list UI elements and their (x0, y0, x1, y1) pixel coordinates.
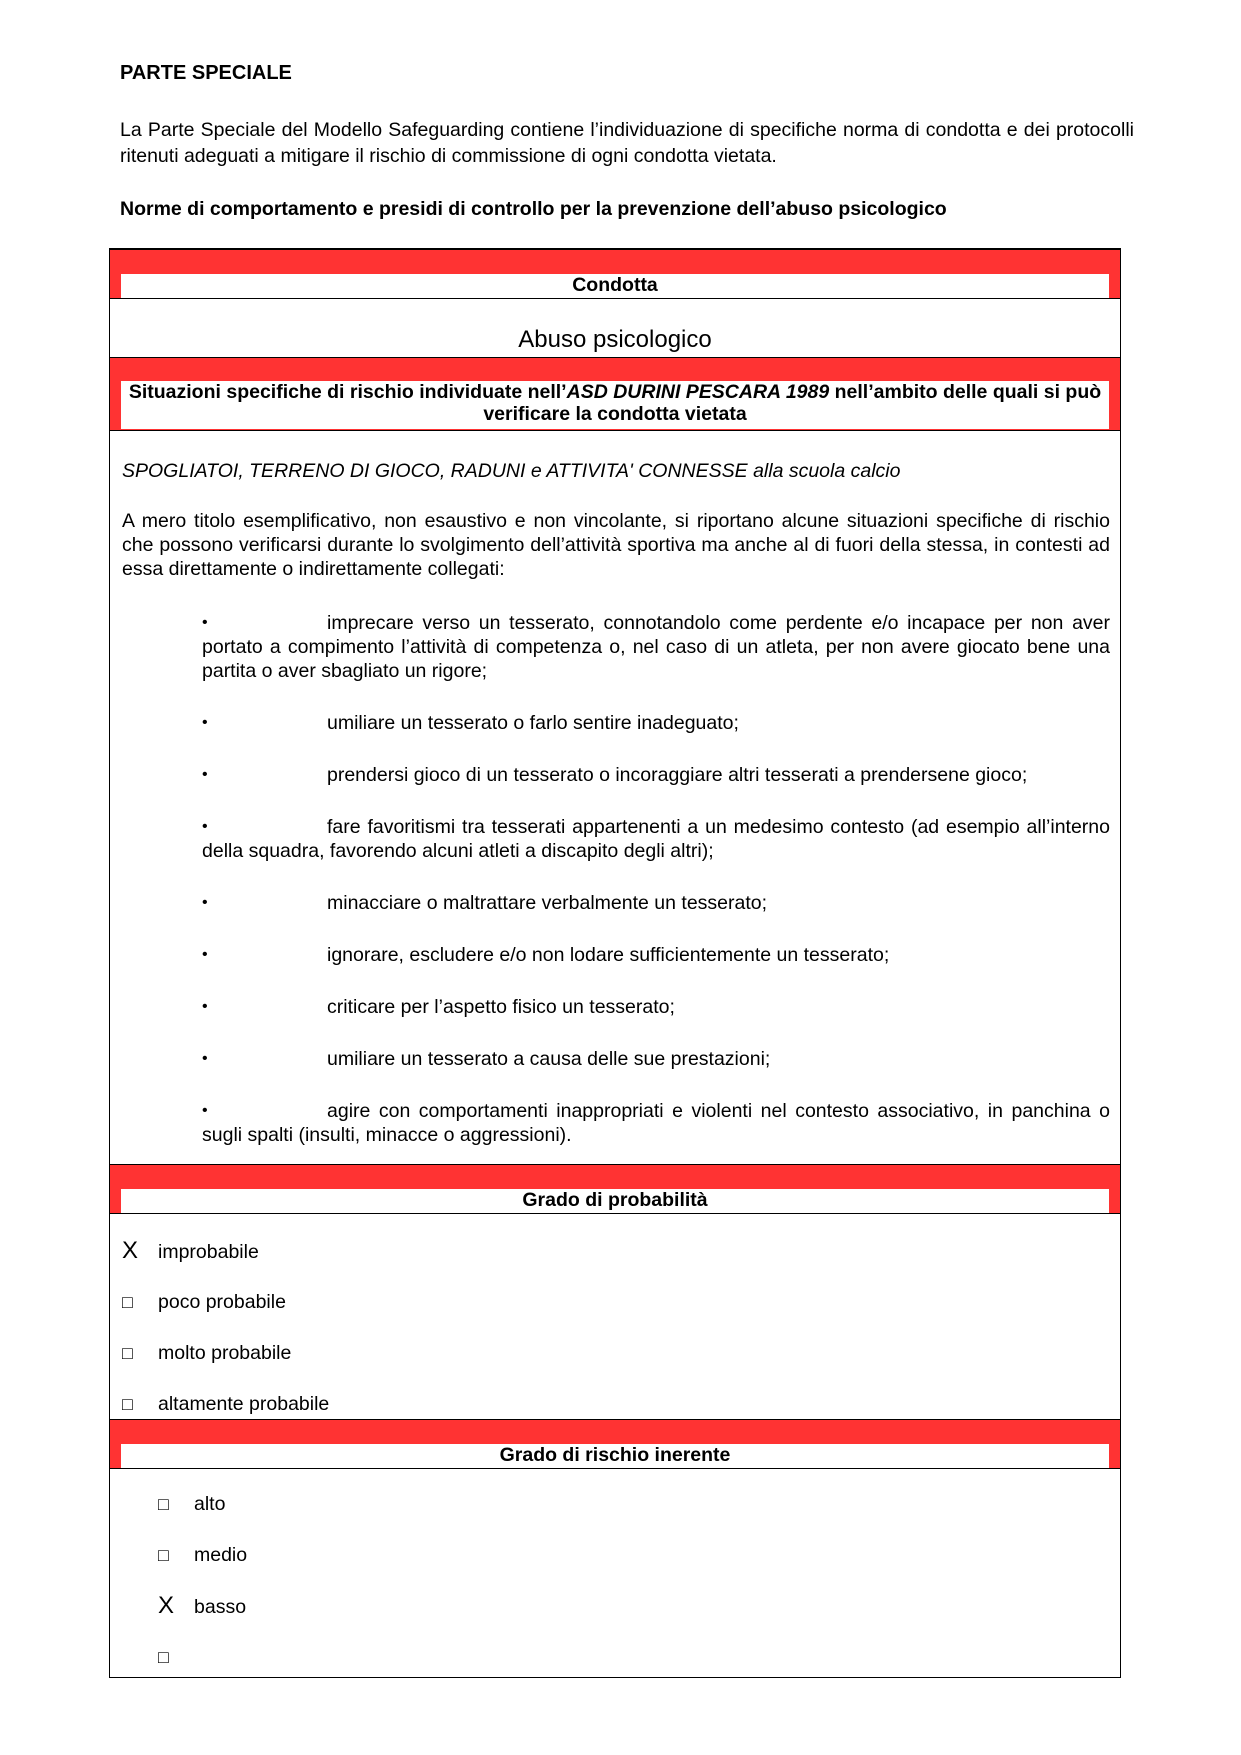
bullet-icon: • (202, 946, 208, 963)
bullet-icon: • (202, 998, 208, 1015)
list-item-text: criticare per l’aspetto fisico un tesserato; (327, 996, 675, 1018)
risk-header (110, 1419, 1120, 1469)
checkbox-label: basso (194, 1596, 247, 1618)
bullet-icon: • (202, 714, 208, 731)
bullet-icon: • (202, 766, 208, 783)
list-item-text: imprecare verso un tesserato, connotandolo come perdente e/o incapace per non aver portato a compimento l’attività di competenza o, nel caso di un atleta, per non avere giocato bene una partita o aver sbagliato un rigore; (202, 612, 1110, 682)
list-item (122, 763, 1110, 787)
conduct-table (109, 248, 1121, 1678)
checkbox-option[interactable] (122, 1290, 286, 1314)
checkbox-label: medio (194, 1544, 248, 1566)
risk-places: SPOGLIATOI, TERRENO DI GIOCO, RADUNI e ATTIVITA' CONNESSE alla scuola calcio (122, 460, 901, 482)
list-item (122, 995, 1110, 1019)
list-item (122, 815, 1110, 863)
list-item-text: ignorare, escludere e/o non lodare sufficientemente un tesserato; (327, 944, 890, 966)
conduct-header (110, 249, 1120, 299)
list-item (122, 891, 1110, 915)
probability-header-label: Grado di probabilità (121, 1189, 1109, 1213)
list-item (122, 943, 1110, 967)
checkbox-icon[interactable]: □ (158, 1494, 169, 1514)
situations-text-1: Situazioni specifiche di rischio individuate nell’ (128, 381, 567, 403)
bullet-icon: • (202, 614, 208, 631)
list-item (122, 1047, 1110, 1071)
checkbox-option[interactable] (158, 1543, 247, 1567)
checkbox-option[interactable] (122, 1239, 259, 1264)
checkbox-icon[interactable]: □ (158, 1545, 169, 1565)
lead-paragraph: A mero titolo esemplificativo, non esaustivo e non vincolante, si riportano alcune situazioni specifiche di rischio che possono verificarsi durante lo svolgimento dell’attività sportiva ma anche al di fuori della stessa, in contesti ad essa direttamente o indirettamente collegati: (122, 510, 1110, 580)
checked-box-icon[interactable]: X (122, 1237, 139, 1264)
section-heading: Norme di comportamento e presidi di controllo per la prevenzione dell’abuso psicologico (120, 198, 947, 220)
checkbox-label: improbabile (158, 1241, 259, 1263)
organization-name: ASD DURINI PESCARA 1989 (566, 381, 830, 403)
bullet-icon: • (202, 894, 208, 911)
risk-header-label: Grado di rischio inerente (121, 1444, 1109, 1468)
bullet-icon: • (202, 1102, 208, 1119)
bullet-icon: • (202, 818, 208, 835)
checkbox-icon[interactable]: □ (122, 1394, 133, 1414)
checkbox-option[interactable] (122, 1341, 291, 1365)
list-item-text: prendersi gioco di un tesserato o incoraggiare altri tesserati a prendersene gioco; (327, 764, 1028, 786)
conduct-name: Abuso psicologico (518, 326, 712, 353)
list-item (122, 711, 1110, 735)
situations-text-2: nell’ambito delle quali si può verificare la condotta vietata (483, 381, 1102, 425)
list-item-text: umiliare un tesserato o farlo sentire inadeguato; (327, 712, 739, 734)
checkbox-label: molto probabile (158, 1342, 292, 1364)
checkbox-label: poco probabile (158, 1291, 286, 1313)
risk-situation-list (122, 611, 1110, 1175)
intro-paragraph: La Parte Speciale del Modello Safeguarding contiene l’individuazione di specifiche norma di condotta e dei protocolli ritenuti adeguati a mitigare il rischio di commissione di ogni condotta vietata. (120, 119, 1134, 167)
checkbox-option[interactable] (158, 1492, 225, 1516)
list-item-text: fare favoritismi tra tesserati appartenenti a un medesimo contesto (ad esempio all’interno della squadra, favorendo alcuni atleti a discapito degli altri); (202, 816, 1110, 862)
list-item (122, 611, 1110, 683)
bullet-icon: • (202, 1050, 208, 1067)
checkbox-icon[interactable]: □ (158, 1647, 169, 1667)
situations-header (110, 357, 1120, 431)
list-item (122, 1099, 1110, 1147)
list-item-text: agire con comportamenti inappropriati e violenti nel contesto associativo, in panchina o sugli spalti (insulti, minacce o aggressioni). (202, 1100, 1110, 1146)
list-item-text: minacciare o maltrattare verbalmente un tesserato; (327, 892, 768, 914)
checkbox-option[interactable] (122, 1392, 329, 1416)
checkbox-option[interactable] (158, 1645, 194, 1669)
checked-box-icon[interactable]: X (158, 1592, 175, 1619)
checkbox-icon[interactable]: □ (122, 1343, 133, 1363)
page-title: PARTE SPECIALE (120, 62, 292, 84)
situations-header-label (121, 381, 1109, 429)
checkbox-label: alto (194, 1493, 226, 1515)
checkbox-option[interactable] (158, 1594, 246, 1619)
checkbox-label: altamente probabile (158, 1393, 330, 1415)
probability-header (110, 1164, 1120, 1214)
checkbox-icon[interactable]: □ (122, 1292, 133, 1312)
list-item-text: umiliare un tesserato a causa delle sue prestazioni; (327, 1048, 771, 1070)
conduct-header-label: Condotta (121, 274, 1109, 298)
